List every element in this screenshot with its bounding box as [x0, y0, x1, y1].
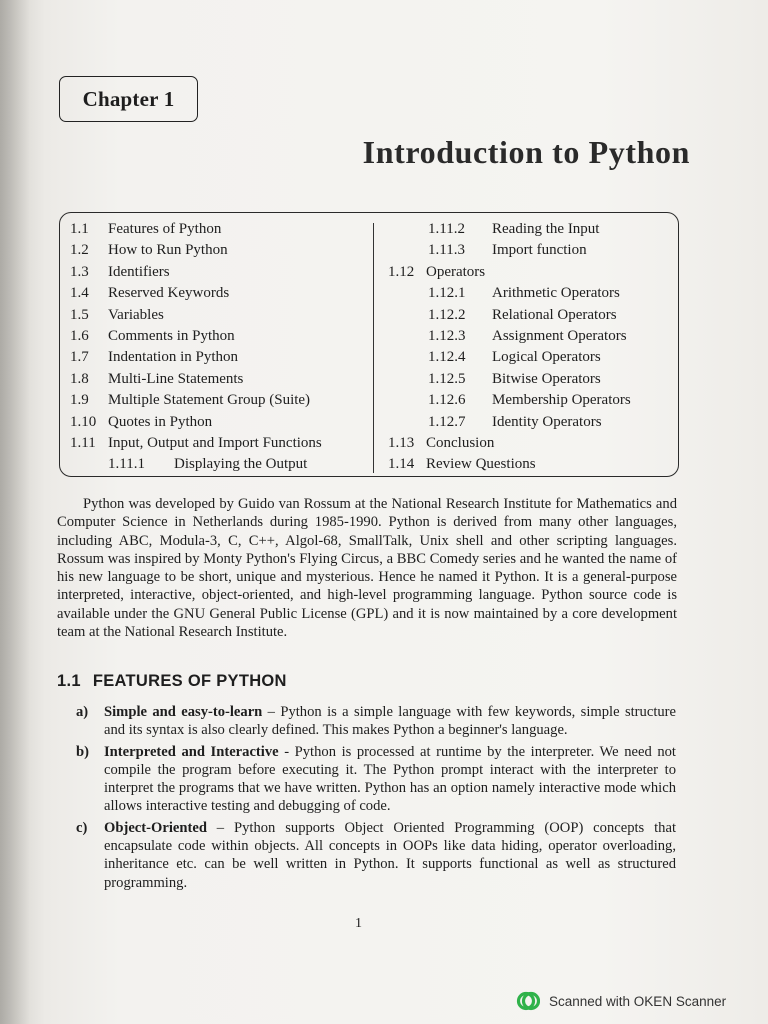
toc-item-number: 1.12.7 — [428, 413, 466, 430]
feature-term: Simple and easy-to-learn — [104, 704, 263, 720]
toc-item-label: Multi-Line Statements — [108, 370, 244, 387]
toc-item-label: Identifiers — [108, 263, 170, 280]
toc-item — [70, 412, 322, 433]
toc-item-label: Quotes in Python — [108, 413, 213, 430]
toc-item-label: Review Questions — [426, 456, 536, 473]
toc-item-number: 1.12 — [388, 263, 415, 280]
toc-item-number: 1.14 — [388, 456, 415, 473]
toc-item — [70, 454, 322, 475]
section-title: FEATURES OF PYTHON — [92, 672, 287, 690]
toc-item — [70, 219, 322, 240]
toc-item-label: Import function — [492, 242, 587, 259]
feature-marker: c) — [76, 819, 88, 836]
toc-item-label: Input, Output and Import Functions — [108, 434, 322, 451]
toc-item-label: Assignment Operators — [492, 327, 627, 344]
toc-item — [70, 433, 322, 454]
toc-item-label: Multiple Statement Group (Suite) — [108, 392, 311, 409]
toc-item — [70, 390, 322, 411]
toc-item-label: Displaying the Output — [174, 456, 308, 473]
feature-description: Python supports Object Oriented Programming (OOP) concepts that encapsulate code within objects. All concepts in OOPs like data hiding, operator overloading, inheritance etc. can be well written in Python. It supports functional as well as structured programming. — [104, 819, 676, 891]
toc-item — [70, 326, 322, 347]
toc-item — [388, 240, 631, 261]
toc-divider — [373, 223, 374, 473]
toc-item-label: Bitwise Operators — [492, 370, 601, 387]
toc-item — [70, 347, 322, 368]
toc-item-label: Reading the Input — [492, 221, 600, 237]
chapter-label: Chapter 1 — [82, 86, 175, 111]
chapter-title: Introduction to Python — [362, 134, 690, 170]
toc-item-label: Features of Python — [108, 221, 222, 237]
toc-item — [388, 390, 631, 411]
toc-item — [388, 219, 631, 240]
toc-item-label: Indentation in Python — [108, 349, 238, 366]
toc-item-number: 1.10 — [70, 413, 97, 430]
toc-item — [70, 283, 322, 304]
feature-separator: - — [278, 743, 295, 760]
toc-item-label: How to Run Python — [108, 242, 228, 259]
toc-item-number: 1.12.5 — [428, 370, 466, 387]
toc-item — [388, 262, 631, 283]
toc-item — [70, 369, 322, 390]
toc-item-number: 1.8 — [70, 370, 89, 387]
toc-item-number: 1.11.2 — [428, 221, 465, 237]
toc-item-number: 1.5 — [70, 306, 89, 323]
toc-item-number: 1.1 — [70, 221, 89, 237]
toc-item-number: 1.13 — [388, 434, 415, 451]
toc-item-number: 1.3 — [70, 263, 89, 280]
toc-item-number: 1.9 — [70, 392, 89, 409]
toc-item-number: 1.12.4 — [428, 349, 466, 366]
toc-item-number: 1.4 — [70, 285, 89, 302]
intro-paragraph: Python was developed by Guido van Rossum at the National Research Institute for Mathematics and Computer Science in Netherlands during 1985-1990. Python is derived from many other languages, including ABC, Modula-3, C, C++, Algol-68, SmallTalk, Unix shell and other scripting languages. Rossum was inspired by Monty Python's Flying Circus, a BBC Comedy series and he wanted the name of his new language to be short, unique and mysterious. Hence he named it Python. It is a general-purpose interpreted, interactive, object-oriented, and high-level programming language. Python source code is available under the GNU General Public License (GPL) and it is now maintained by a core development team at the National Research Institute. — [57, 496, 677, 641]
toc-item — [70, 240, 322, 261]
toc-item-number: 1.12.1 — [428, 285, 466, 302]
section-number: 1.1 — [57, 672, 81, 690]
toc-item — [388, 412, 631, 433]
toc-item-label: Identity Operators — [492, 413, 602, 430]
scanner-logo-icon — [516, 991, 540, 1011]
chapter-label-box — [59, 76, 198, 122]
toc-item — [70, 262, 322, 283]
feature-term: Interpreted and Interactive — [104, 743, 279, 760]
toc-item-label: Logical Operators — [492, 349, 601, 366]
feature-separator: – — [206, 819, 234, 836]
toc-item-number: 1.12.6 — [428, 392, 466, 409]
section-heading — [57, 672, 287, 691]
toc-item-number: 1.11.3 — [428, 242, 465, 259]
toc-item-number: 1.12.3 — [428, 327, 466, 344]
toc-item — [388, 369, 631, 390]
features-list — [76, 703, 676, 895]
toc-item-number: 1.2 — [70, 242, 89, 259]
toc-item-label: Arithmetic Operators — [492, 285, 620, 302]
page-binding-shadow — [0, 0, 30, 1024]
feature-item — [76, 703, 676, 740]
scanner-watermark — [516, 991, 726, 1011]
feature-term: Object-Oriented — [104, 819, 207, 836]
toc-item-label: Variables — [108, 306, 164, 323]
page-number: 1 — [355, 916, 362, 931]
toc-item-number: 1.7 — [70, 349, 89, 366]
feature-item — [76, 819, 676, 892]
toc-item-number: 1.11 — [70, 434, 96, 451]
toc-item-label: Reserved Keywords — [108, 285, 230, 302]
toc-item-label: Membership Operators — [492, 392, 631, 409]
feature-description: Python is processed at runtime by the interpreter. We need not compile the program before executing it. The Python prompt interact with the interpreter to interpret the programs that we have written. Python has an option namely interactive mode which allows interactive testing and debugging of code. — [104, 743, 676, 815]
feature-marker: a) — [76, 704, 89, 720]
table-of-contents — [59, 212, 679, 477]
toc-item — [388, 454, 631, 475]
toc-item-label: Conclusion — [426, 434, 495, 451]
toc-item — [388, 347, 631, 368]
toc-item-label: Operators — [426, 263, 486, 280]
feature-description: Python is a simple language with few keywords, simple structure and its syntax is also clearly defined. This makes Python a beginner's language. — [104, 704, 677, 739]
toc-item-number: 1.11.1 — [108, 456, 145, 473]
toc-item — [388, 305, 631, 326]
toc-item-label: Relational Operators — [492, 306, 617, 323]
feature-separator: – — [262, 704, 281, 720]
toc-left-column — [70, 219, 322, 476]
toc-item — [388, 433, 631, 454]
toc-item — [388, 326, 631, 347]
toc-item-number: 1.12.2 — [428, 306, 466, 323]
feature-marker: b) — [76, 743, 89, 760]
toc-item-number: 1.6 — [70, 327, 89, 344]
feature-item — [76, 743, 676, 816]
toc-item-label: Comments in Python — [108, 327, 235, 344]
toc-item — [70, 305, 322, 326]
toc-right-column — [388, 219, 631, 476]
toc-item — [388, 283, 631, 304]
scanner-watermark-text: Scanned with OKEN Scanner — [549, 993, 727, 1009]
